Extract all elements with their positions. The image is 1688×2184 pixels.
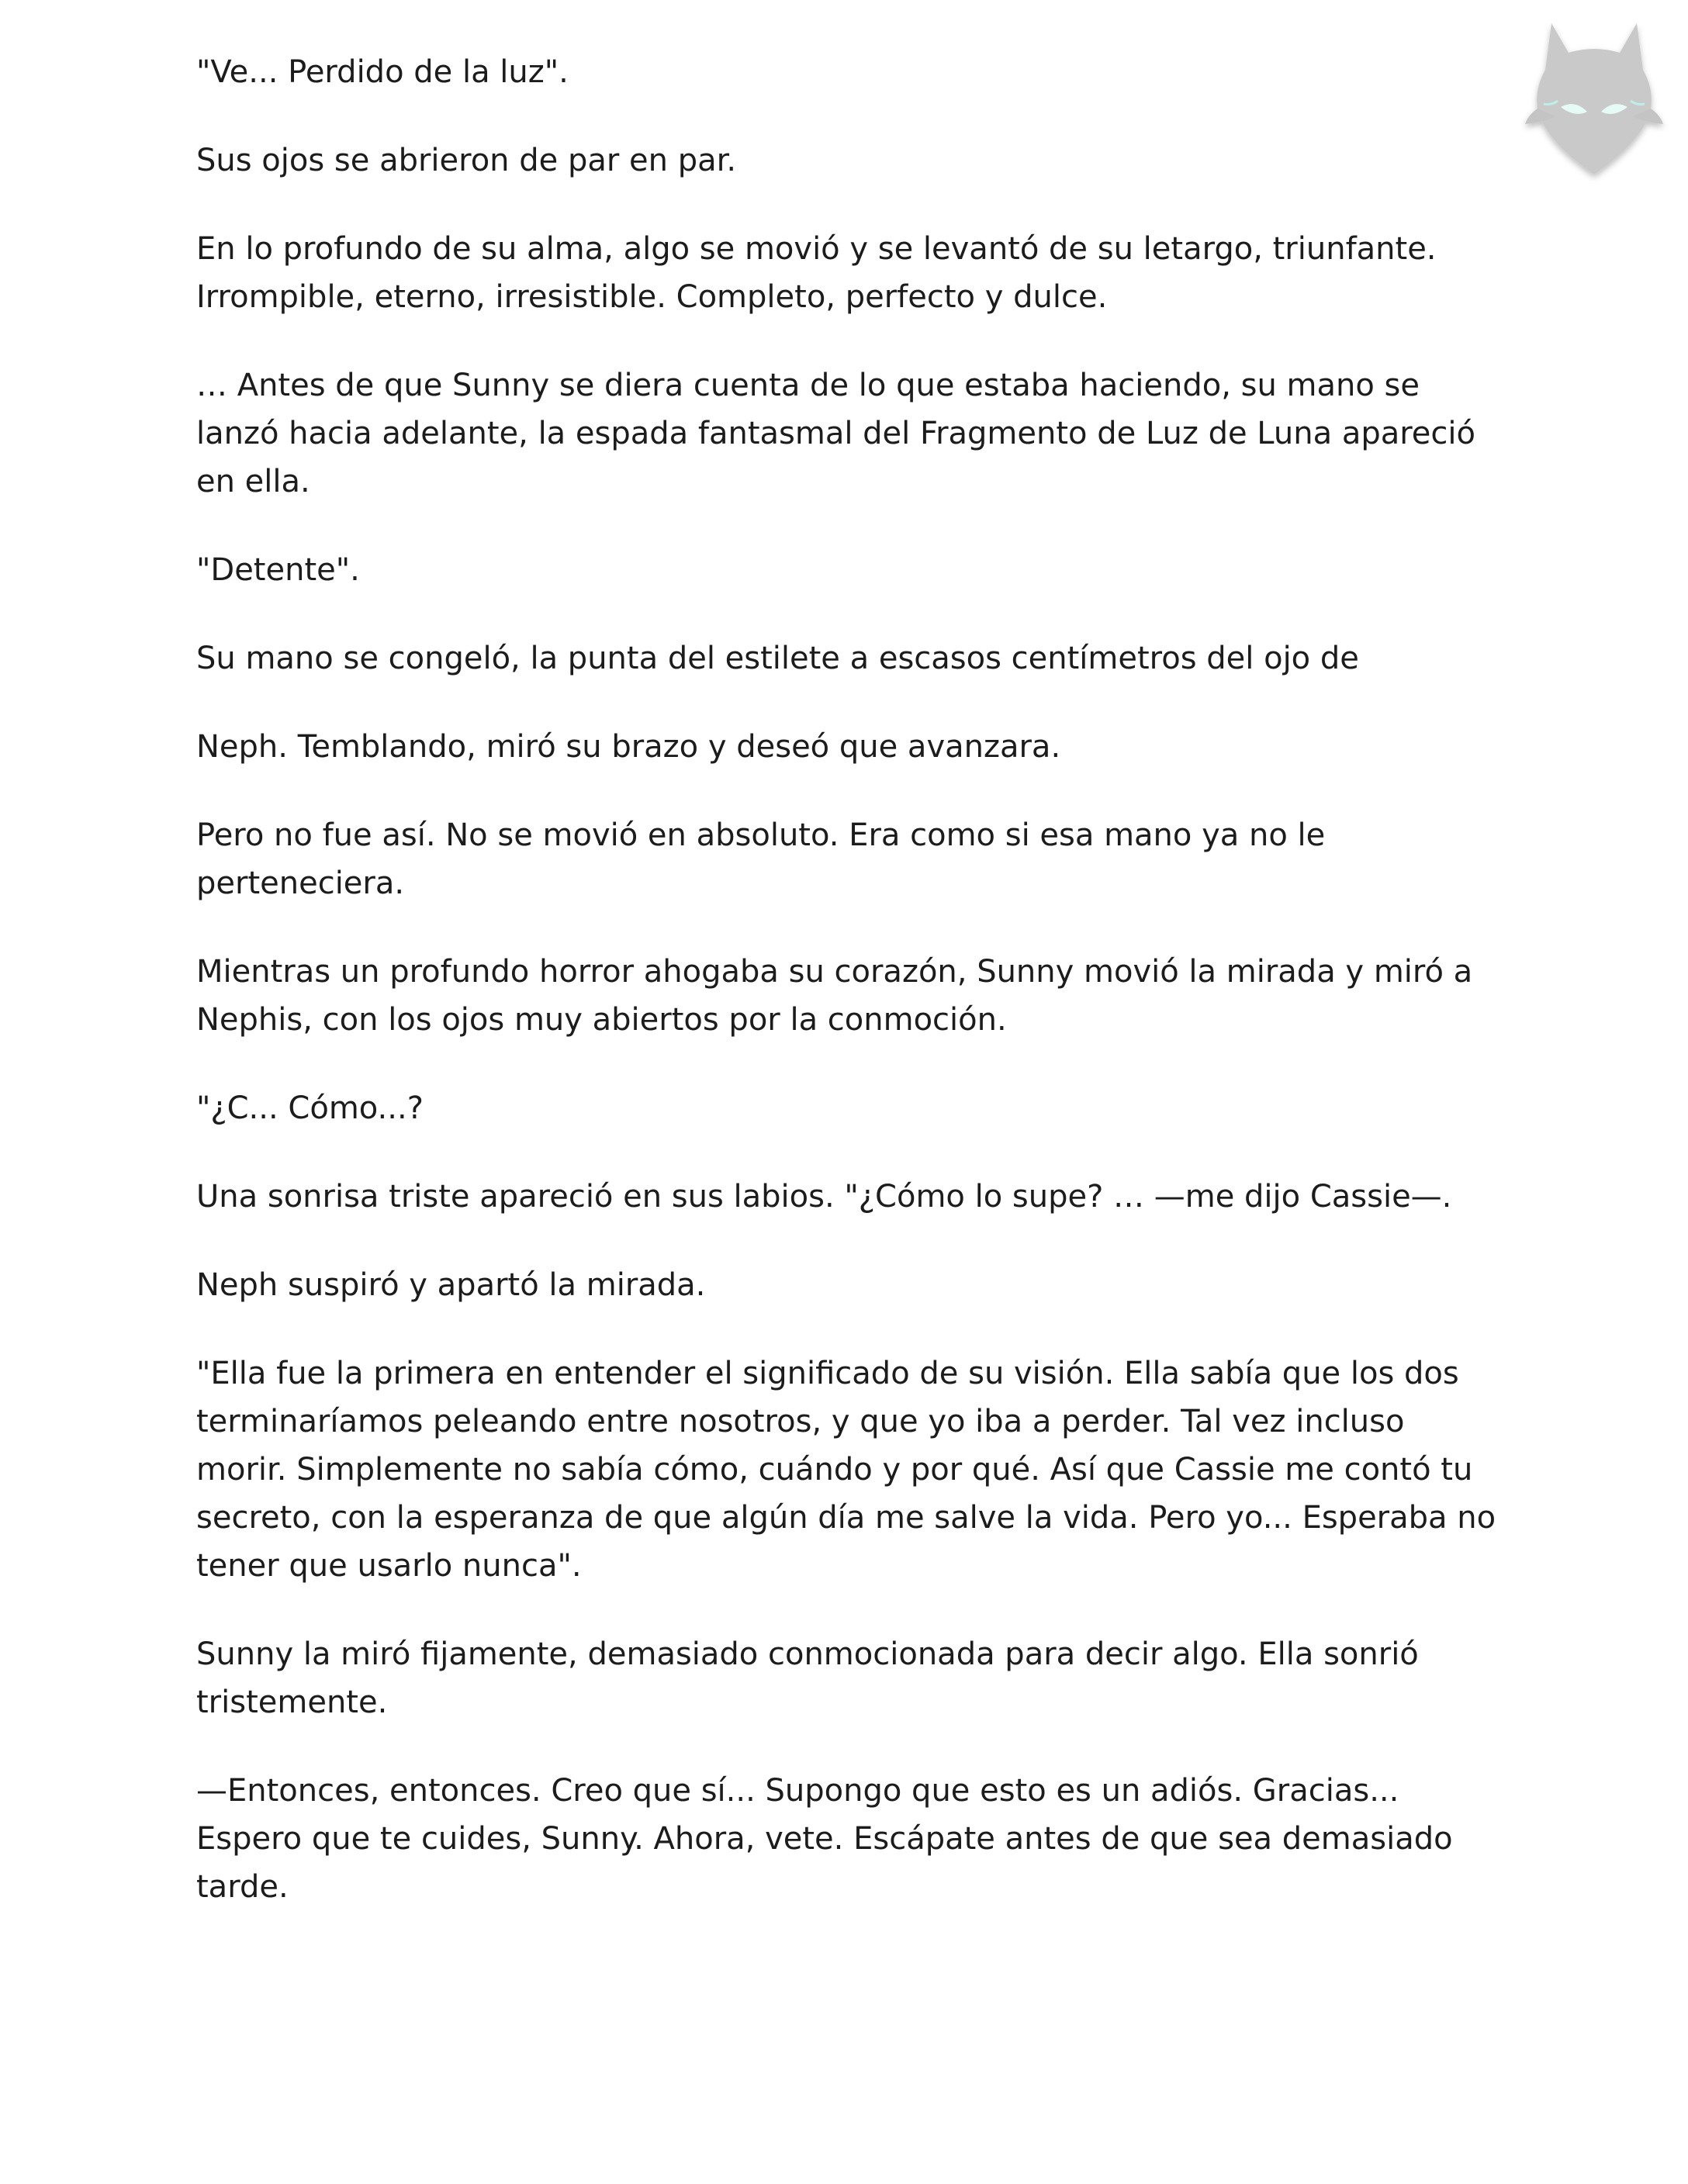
paragraph: "¿C... Cómo...? <box>196 1090 424 1126</box>
paragraph: Pero no fue así. No se movió en absoluto. Era como si esa mano ya no le perteneciera. <box>196 817 1326 901</box>
paragraph: Sunny la miró fijamente, demasiado conmocionada para decir algo. Ella sonrió tristemente. <box>196 1636 1419 1720</box>
paragraph: "Ella fue la primera en entender el significado de su visión. Ella sabía que los dos terminaríamos peleando entre nosotros, y que yo iba a perder. Tal vez incluso morir. Simplemente no sabía cómo, cuándo y por qué. Así que Cassie me contó tu secreto, con la esperanza de que algún día me salve la vida. Pero yo... Esperaba no tener que usarlo nunca". <box>196 1356 1496 1584</box>
paragraph: "Detente". <box>196 552 360 588</box>
paragraph: "Ve... Perdido de la luz". <box>196 54 569 90</box>
paragraph: Una sonrisa triste apareció en sus labios. "¿Cómo lo supe? … —me dijo Cassie—. <box>196 1179 1452 1215</box>
paragraph: Sus ojos se abrieron de par en par. <box>196 143 737 178</box>
paragraph: Neph suspiró y apartó la mirada. <box>196 1267 706 1303</box>
paragraph: … Antes de que Sunny se diera cuenta de lo que estaba haciendo, su mano se lanzó hacia adelante, la espada fantasmal del Fragmento de Luz de Luna apareció en ella. <box>196 368 1475 499</box>
document-page <box>196 48 1499 1951</box>
paragraph: En lo profundo de su alma, algo se movió y se levantó de su letargo, triunfante. Irrompible, eterno, irresistible. Completo, perfecto y dulce. <box>196 231 1437 315</box>
demon-mask-icon <box>1520 16 1668 186</box>
paragraph: —Entonces, entonces. Creo que sí... Supongo que esto es un adiós. Gracias... Espero que te cuides, Sunny. Ahora, vete. Escápate antes de que sea demasiado tarde. <box>196 1773 1453 1905</box>
demon-mask-icon-svg <box>1520 16 1668 186</box>
paragraph: Neph. Temblando, miró su brazo y deseó que avanzara. <box>196 729 1061 765</box>
paragraph: Su mano se congeló, la punta del estilete a escasos centímetros del ojo de <box>196 641 1359 676</box>
paragraph: Mientras un profundo horror ahogaba su corazón, Sunny movió la mirada y miró a Nephis, con los ojos muy abiertos por la conmoción. <box>196 954 1473 1038</box>
